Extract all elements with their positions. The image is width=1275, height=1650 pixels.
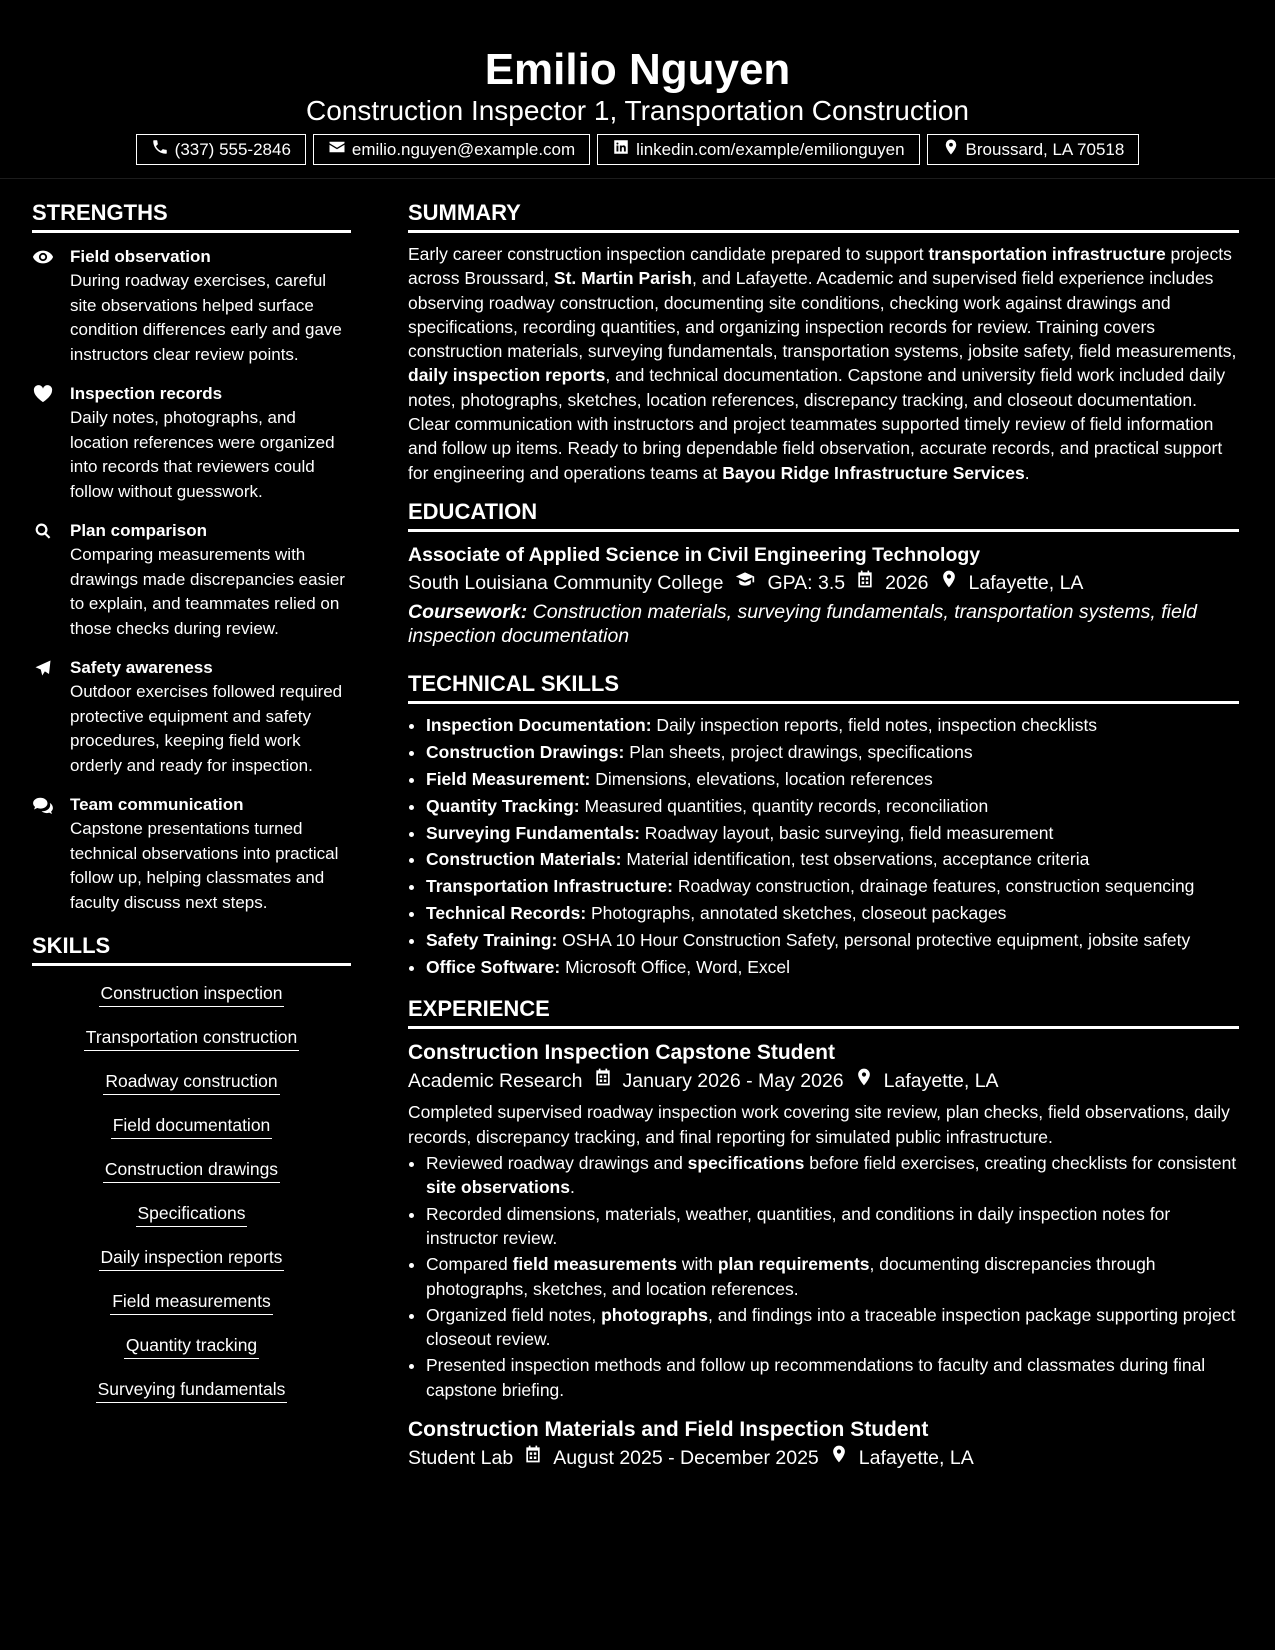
candidate-title: Construction Inspector 1, Transportation Construction <box>305 95 969 126</box>
summary-segment: . <box>1024 462 1030 483</box>
strength-item <box>32 382 351 504</box>
summary-segment: Early career construction inspection candidate prepared to support <box>408 244 929 264</box>
bullet-text: with <box>676 1254 718 1275</box>
strength-title: Field observation <box>70 247 211 266</box>
contact-linkedin-text: linkedin.com/example/emilionguyen <box>636 139 905 159</box>
summary-segment: , and Lafayette. Academic and supervised field experience includes observing roadway construction, documenting site conditions, checking work against drawings and specifications, recording quantities, and organizing inspection records for review. Training covers construction materials, surveying fundamentals, transportation systems, jobsite safety, field measurements, <box>408 268 1237 362</box>
skill-values: Plan sheets, project drawings, specifications <box>624 741 973 762</box>
job-title: Construction Materials and Field Inspection Student <box>408 1418 929 1442</box>
list-item <box>426 847 1239 872</box>
skill-tag: Roadway construction <box>103 1068 279 1095</box>
skill-tag: Field measurements <box>110 1288 273 1315</box>
job-meta <box>408 1443 1239 1473</box>
contact-linkedin[interactable] <box>597 134 919 165</box>
job-org: Academic Research <box>408 1070 583 1093</box>
strengths-list <box>32 245 351 915</box>
envelope-icon <box>328 138 346 161</box>
calendar-icon <box>583 1066 623 1096</box>
job-title: Construction Inspection Capstone Student <box>408 1041 836 1065</box>
skill-category: Surveying Fundamentals: <box>426 822 640 843</box>
job-location: Lafayette, LA <box>883 1070 999 1093</box>
skill-values: OSHA 10 Hour Construction Safety, personal protective equipment, jobsite safety <box>557 930 1191 951</box>
technical-skills-list <box>408 713 1239 980</box>
calendar-icon <box>513 1443 553 1473</box>
job-description: Completed supervised roadway inspection work covering site review, plan checks, field observations, daily records, discrepancy tracking, and final reporting for simulated public infrastructure. <box>408 1102 1230 1147</box>
list-item <box>426 1303 1239 1352</box>
paper-plane-icon <box>32 656 70 778</box>
summary-text <box>408 242 1239 485</box>
bullet-highlight: site observations <box>426 1177 570 1198</box>
map-pin-icon <box>844 1066 884 1096</box>
summary-highlight: daily inspection reports <box>408 365 606 386</box>
skill-values: Microsoft Office, Word, Excel <box>560 956 791 977</box>
graduation-cap-icon <box>723 568 767 598</box>
job-dates: August 2025 - December 2025 <box>553 1447 819 1470</box>
bullet-highlight: plan requirements <box>717 1254 870 1275</box>
school-name: South Louisiana Community College <box>408 571 724 594</box>
eye-icon <box>32 245 70 367</box>
strength-desc: During roadway exercises, careful site observations helped surface condition differences early and gave instructors clear review points. <box>70 271 342 364</box>
job-org: Student Lab <box>408 1447 514 1470</box>
bullet-highlight: field measurements <box>512 1254 677 1275</box>
strength-desc: Daily notes, photographs, and location references were organized into records that reviewers could follow without guesswork. <box>70 408 335 501</box>
list-item <box>426 1353 1239 1402</box>
strength-title: Team communication <box>70 795 244 814</box>
comments-icon <box>32 793 70 915</box>
skill-tag: Transportation construction <box>84 1024 299 1051</box>
contact-email[interactable] <box>313 134 590 165</box>
strength-item <box>32 656 351 778</box>
bullet-text: before field exercises, creating checklists for consistent <box>804 1153 1237 1174</box>
skill-tag: Daily inspection reports <box>99 1244 285 1271</box>
skill-tag: Surveying fundamentals <box>96 1376 288 1403</box>
job-dates: January 2026 - May 2026 <box>622 1070 844 1093</box>
contact-location <box>927 134 1140 165</box>
skill-category: Construction Drawings: <box>426 741 625 762</box>
strength-title: Safety awareness <box>70 658 213 677</box>
right-column <box>408 199 1239 1473</box>
contact-location-text: Broussard, LA 70518 <box>965 139 1125 159</box>
skill-values: Roadway layout, basic surveying, field measurement <box>639 822 1054 843</box>
skill-category: Office Software: <box>426 956 561 977</box>
bullet-text: Reviewed roadway drawings and <box>426 1153 688 1174</box>
list-item <box>426 740 1239 765</box>
skill-values: Photographs, annotated sketches, closeout packages <box>586 903 1007 924</box>
education-heading: EDUCATION <box>408 498 1239 532</box>
strength-item <box>32 245 351 367</box>
skill-values: Dimensions, elevations, location references <box>590 768 933 789</box>
summary-segment: projects across Broussard, <box>408 244 1232 289</box>
strength-title: Inspection records <box>70 384 223 403</box>
map-pin-icon <box>819 1443 859 1473</box>
skill-values: Daily inspection reports, field notes, inspection checklists <box>651 714 1098 735</box>
list-item <box>426 1151 1239 1200</box>
skill-category: Inspection Documentation: <box>426 714 652 735</box>
bullet-text: , and findings into a traceable inspection package supporting project closeout review. <box>426 1304 1236 1350</box>
bullet-text: Presented inspection methods and follow up recommendations to faculty and classmates during final capstone briefing. <box>426 1355 1206 1400</box>
skill-category: Construction Materials: <box>426 849 622 870</box>
list-item <box>426 794 1239 819</box>
strength-title: Plan comparison <box>70 521 207 540</box>
bullet-text: Recorded dimensions, materials, weather, quantities, and conditions in daily inspection notes for instructor review. <box>426 1203 1171 1248</box>
list-item <box>426 928 1239 953</box>
coursework-label: Coursework: <box>408 600 528 623</box>
list-item <box>426 767 1239 792</box>
skill-values: Measured quantities, quantity records, reconciliation <box>579 795 989 816</box>
candidate-name: Emilio Nguyen <box>484 45 791 94</box>
list-item <box>426 821 1239 846</box>
gpa: GPA: 3.5 <box>767 571 846 594</box>
technical-skills-heading: TECHNICAL SKILLS <box>408 670 1239 704</box>
job-location: Lafayette, LA <box>858 1447 974 1470</box>
strength-desc: Outdoor exercises followed required protective equipment and safety procedures, keeping field work orderly and ready for inspection. <box>70 682 343 775</box>
strength-desc: Comparing measurements with drawings made discrepancies easier to explain, and teammates relied on those checks during review. <box>70 545 345 638</box>
skill-tag: Construction inspection <box>99 980 285 1007</box>
strength-desc: Capstone presentations turned technical observations into practical follow up, helping classmates and faculty discuss next steps. <box>70 819 339 912</box>
contact-phone[interactable] <box>136 134 306 165</box>
skill-category: Technical Records: <box>426 903 587 924</box>
resume-header <box>0 0 1275 179</box>
list-item <box>426 955 1239 980</box>
bullet-text: Organized field notes, <box>426 1304 602 1325</box>
skill-values: Roadway construction, drainage features, construction sequencing <box>672 876 1195 897</box>
graduation-year: 2026 <box>885 571 929 594</box>
skills-list <box>32 980 351 1403</box>
left-column <box>32 199 351 1420</box>
skill-tag: Specifications <box>136 1200 248 1227</box>
bullet-text: Compared <box>426 1254 513 1275</box>
list-item <box>426 713 1239 738</box>
phone-icon <box>151 138 169 161</box>
summary-heading: SUMMARY <box>408 199 1239 233</box>
list-item <box>426 901 1239 926</box>
skill-category: Transportation Infrastructure: <box>426 876 673 897</box>
strengths-heading: STRENGTHS <box>32 199 351 233</box>
bullet-highlight: photographs <box>601 1304 709 1325</box>
list-item <box>426 1252 1239 1301</box>
skills-heading: SKILLS <box>32 932 351 966</box>
list-item <box>426 1202 1239 1251</box>
skill-tag: Field documentation <box>111 1112 273 1139</box>
calendar-icon <box>845 568 885 598</box>
summary-segment: , and technical documentation. Capstone and university field work included daily notes, photographs, sketches, location references, discrepancy tracking, and closeout documentation. Clear communication with instructors and project teammates supported timely review of field information and follow up items. Ready to bring dependable field observation, accurate records, and practical support for engineering and operations teams at <box>408 365 1226 483</box>
job-bullets <box>408 1151 1239 1402</box>
map-pin-icon <box>942 138 960 161</box>
summary-highlight: St. Martin Parish <box>553 268 692 289</box>
map-pin-icon <box>929 568 969 598</box>
coursework <box>408 600 1239 648</box>
degree-title: Associate of Applied Science in Civil Engineering Technology <box>408 543 981 566</box>
education-meta <box>408 568 1239 598</box>
contact-bar <box>0 134 1275 165</box>
coursework-list: Construction materials, surveying fundamentals, transportation systems, field inspection documentation <box>408 600 1198 647</box>
bullet-text: , documenting discrepancies through photographs, sketches, and location references. <box>426 1254 1156 1299</box>
summary-highlight: Bayou Ridge Infrastructure Services <box>722 462 1025 483</box>
experience-heading: EXPERIENCE <box>408 995 1239 1029</box>
linkedin-icon <box>612 138 630 161</box>
strength-item <box>32 793 351 915</box>
skill-category: Safety Training: <box>426 930 558 951</box>
job-meta <box>408 1066 1239 1096</box>
heart-icon <box>32 382 70 504</box>
skill-tag: Construction drawings <box>103 1156 280 1183</box>
skill-category: Quantity Tracking: <box>426 795 580 816</box>
summary-highlight: transportation infrastructure <box>928 244 1166 264</box>
bullet-highlight: specifications <box>687 1153 805 1174</box>
search-icon <box>32 519 70 641</box>
bullet-text: . <box>569 1177 575 1198</box>
contact-email-text: emilio.nguyen@example.com <box>351 139 576 159</box>
skill-tag: Quantity tracking <box>124 1332 259 1359</box>
strength-item <box>32 519 351 641</box>
skill-category: Field Measurement: <box>426 768 591 789</box>
skill-values: Material identification, test observations, acceptance criteria <box>621 849 1090 870</box>
list-item <box>426 874 1239 899</box>
school-location: Lafayette, LA <box>968 571 1084 594</box>
contact-phone-text: (337) 555-2846 <box>174 139 291 159</box>
